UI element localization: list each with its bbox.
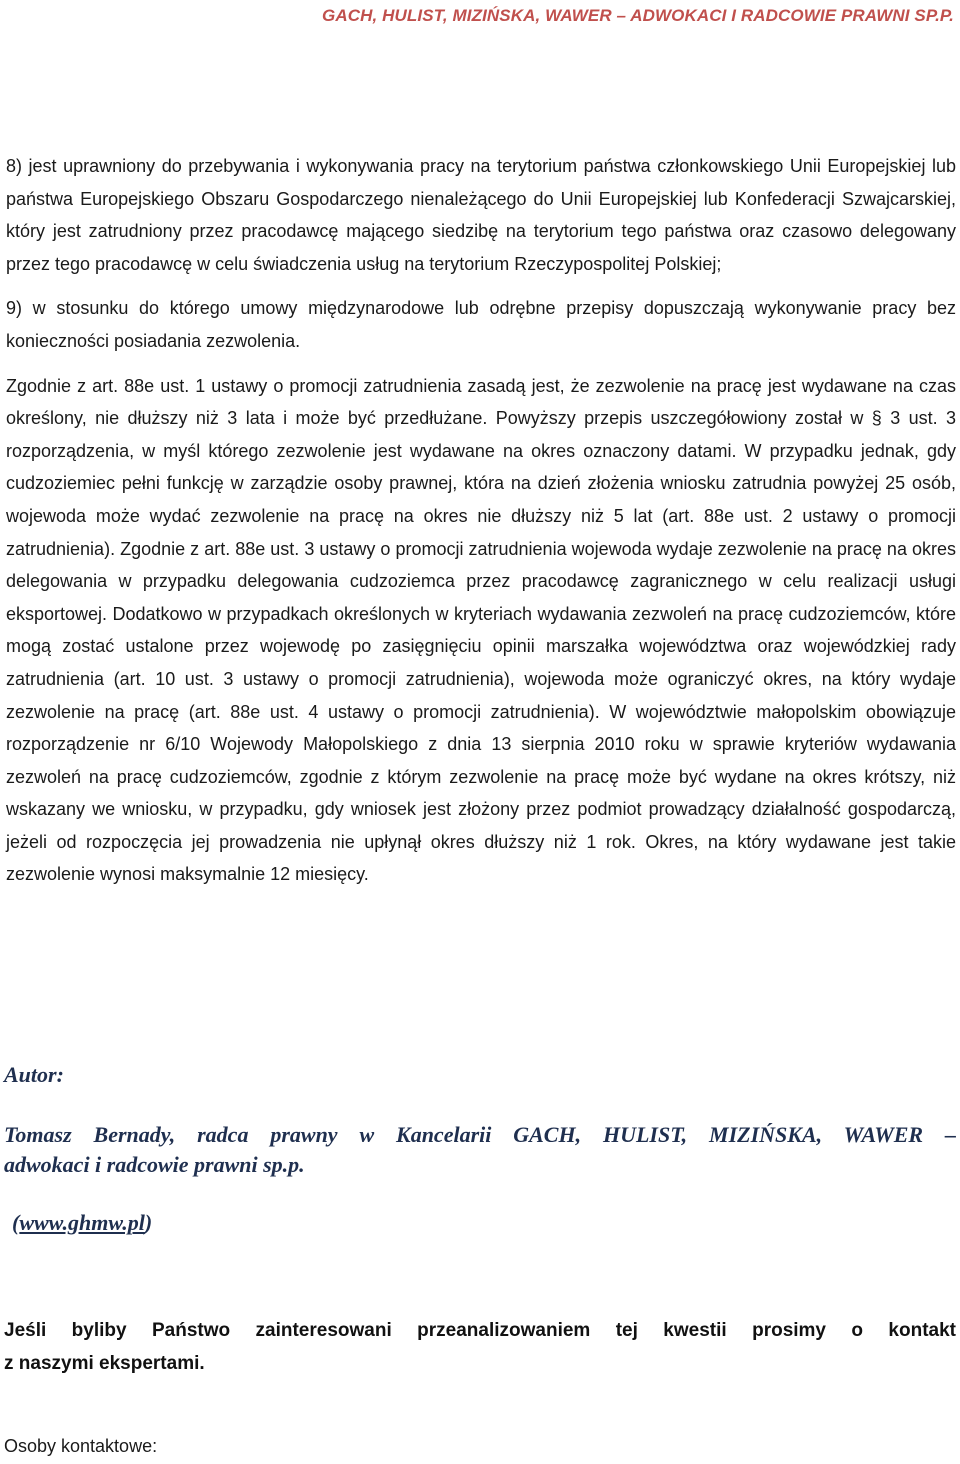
author-label: Autor:	[4, 1062, 64, 1087]
paragraph-main: Zgodnie z art. 88e ust. 1 ustawy o promocji zatrudnienia zasadą jest, że zezwolenie na pracę jest wydawane na czas określony, nie dłuższy niż 3 lata i może być przedłużane. Powyższy przepis uszczegółowiony został w § 3 ust. 3 rozporządzenia, w myśl którego zezwolenie jest wydawane na okres oznaczony datami. W przypadku jednak, gdy cudzoziemiec pełni funkcję w zarządzie osoby prawnej, która na dzień złożenia wniosku zatrudnia powyżej 25 osób, wojewoda może wydać zezwolenie na pracę na okres nie dłuższy niż 5 lat (art. 88e ust. 2 ustawy o promocji zatrudnienia). Zgodnie z art. 88e ust. 3 ustawy o promocji zatrudnienia wojewoda wydaje zezwolenie na pracę na okres delegowania w przypadku delegowania cudzoziemca przez pracodawcę zagranicznego w celu realizacji usługi eksportowej. Dodatkowo w przypadkach określonych w kryteriach wydawania zezwoleń na pracę cudzoziemców, które mogą zostać ustalone przez wojewodę po zasięgnięciu opinii marszałka województwa oraz wojewódzkiej rady zatrudnienia (art. 10 ust. 3 ustawy o promocji zatrudnienia), wojewoda może ograniczyć okres, na który wydaje zezwolenie na pracę (art. 88e ust. 4 ustawy o promocji zatrudnienia). W województwie małopolskim obowiązuje rozporządzenie nr 6/10 Wojewody Małopolskiego z dnia 13 sierpnia 2010 roku w sprawie kryteriów wydawania zezwoleń na pracę cudzoziemców, zgodnie z którym zezwolenie na pracę może być wydane na okres krótszy, niż wskazany we wniosku, w przypadku, gdy wniosek jest złożony przez podmiot prowadzący działalność gospodarczą, jeżeli od rozpoczęcia jej prowadzenia nie upłynął okres dłuższy niż 1 rok. Okres, na który wydawane jest takie zezwolenie wynosi maksymalnie 12 miesięcy.	[6, 375, 956, 885]
paragraph-item-9: 9) w stosunku do którego umowy międzynarodowe lub odrębne przepisy dopuszczają wykonywanie pracy bez konieczności posiadania zezwolenia.	[6, 298, 956, 351]
contact-note	[4, 1314, 956, 1380]
author-name-line-2: adwokaci i radcowie prawni sp.p.	[4, 1152, 305, 1177]
author-name-line-1: Tomasz Bernady, radca prawny w Kancelarii GACH, HULIST, MIZIŃSKA, WAWER –	[4, 1122, 956, 1147]
author-name	[4, 1120, 956, 1180]
contact-persons-label: Osoby kontaktowe:	[4, 1436, 158, 1456]
paragraph-item-8: 8) jest uprawniony do przebywania i wykonywania pracy na terytorium państwa członkowskiego Unii Europejskiej lub państwa Europejskiego Obszaru Gospodarczego nienależącego do Unii Europejskiej lub Konfederacji Szwajcarskiej, który jest zatrudniony przez pracodawcę mającego siedzibę na terytorium tego państwa oraz czasowo delegowany przez tego pracodawcę w celu świadczenia usług na terytorium Rzeczypospolitej Polskiej;	[6, 156, 956, 274]
website-close-paren: )	[144, 1210, 153, 1235]
contact-note-line-2: z naszymi ekspertami.	[4, 1353, 205, 1374]
contact-note-line-1: Jeśli byliby Państwo zainteresowani przeanalizowaniem tej kwestii prosimy o kontakt	[4, 1320, 956, 1341]
website-open-paren: (	[12, 1210, 20, 1235]
website-link[interactable]: www.ghmw.pl	[19, 1210, 145, 1235]
website	[12, 1210, 960, 1236]
firm-header: GACH, HULIST, MIZIŃSKA, WAWER – ADWOKACI I RADCOWIE PRAWNI SP.P.	[322, 6, 954, 25]
article-body	[6, 150, 956, 891]
